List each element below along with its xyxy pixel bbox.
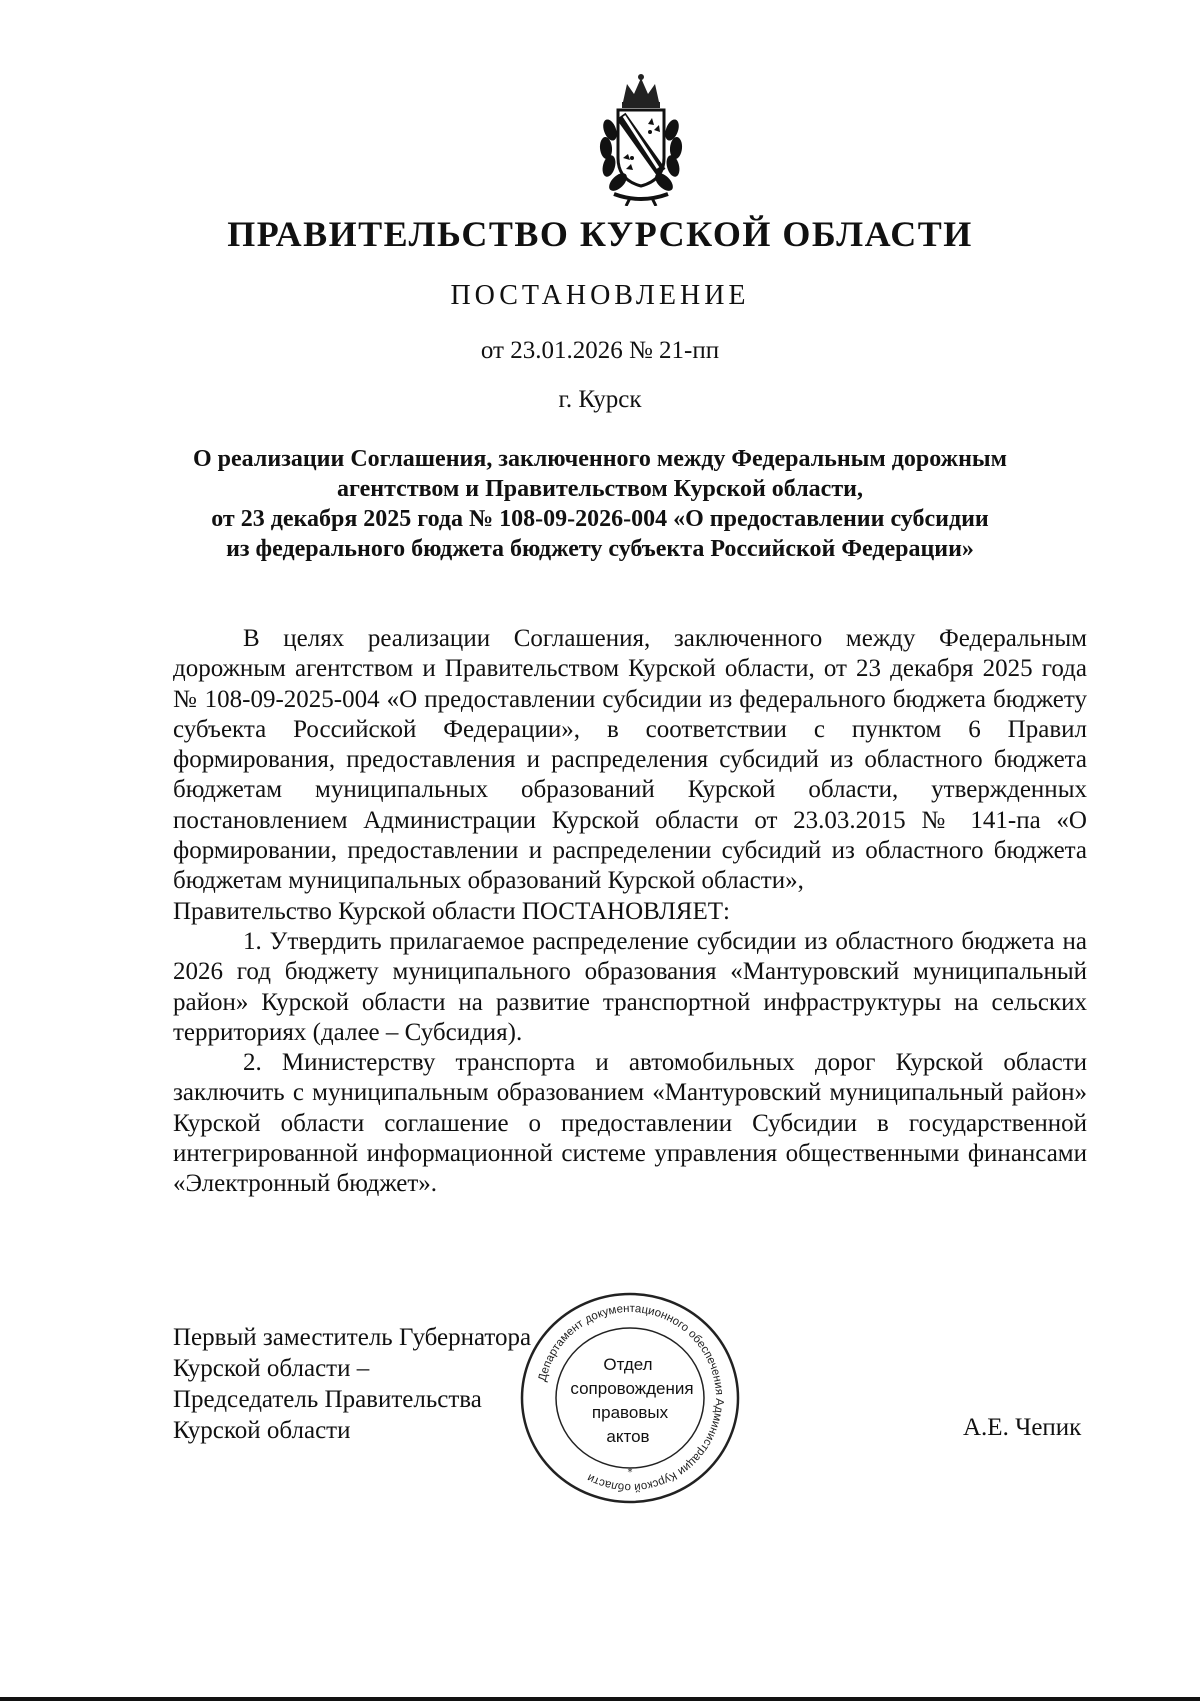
subject-line: агентством и Правительством Курской области, bbox=[337, 476, 863, 502]
stamp-center-line: актов bbox=[606, 1427, 650, 1446]
subject-line: от 23 декабря 2025 года № 108-09-2026-004 «О предоставлении субсидии bbox=[211, 506, 989, 532]
document-number: от 23.01.2026 № 21-пп bbox=[480, 337, 720, 364]
document-subject bbox=[150, 444, 1050, 564]
stamp-center-line: Отдел bbox=[603, 1355, 653, 1374]
stamp-star-icon: * bbox=[627, 1467, 633, 1478]
document-city: г. Курск bbox=[558, 386, 642, 413]
official-stamp bbox=[518, 1290, 742, 1506]
stamp-center-line: правовых bbox=[591, 1403, 669, 1422]
signatory-name: А.Е. Чепик bbox=[963, 1414, 1082, 1441]
body-paragraph-item-2: 2. Министерству транспорта и автомобильных дорог Курской области заключить с муниципальным образованием «Мантуровский муниципальный район» Курской области соглашение о предоставлении Субсидии в государственной интегрированной информационной системе управления общественными финансами «Электронный бюджет». bbox=[173, 1049, 1087, 1198]
body-paragraph-resolves: Правительство Курской области ПОСТАНОВЛЯЕТ: bbox=[173, 897, 730, 925]
signatory-position-line: Председатель Правительства bbox=[173, 1386, 482, 1413]
kursk-coat-of-arms-icon bbox=[574, 72, 708, 206]
organization-title: ПРАВИТЕЛЬСТВО КУРСКОЙ ОБЛАСТИ bbox=[227, 214, 973, 254]
signatory-position-line: Первый заместитель Губернатора bbox=[173, 1324, 532, 1351]
signatory-position bbox=[173, 1322, 531, 1446]
body-paragraph-preamble: В целях реализации Соглашения, заключенного между Федеральным дорожным агентством и Правительством Курской области, от 23 декабря 2025 года № 108-09-2025-004 «О предоставлении субсидии из федерального бюджета бюджету субъекта Российской Федерации», в соответствии с пунктом 6 Правил формирования, предоставления и распределения субсидий из областного бюджета бюджетам муниципальных образований Курской области, утвержденных постановлением Администрации Курской области от 23.03.2015 № 141-па «О формировании, предоставлении и распределении субсидий из областного бюджета бюджетам муниципальных образований Курской области», bbox=[173, 625, 1087, 895]
subject-line: О реализации Соглашения, заключенного между Федеральным дорожным bbox=[193, 446, 1007, 472]
subject-line: из федерального бюджета бюджету субъекта Российской Федерации» bbox=[226, 536, 974, 562]
page-bottom-border bbox=[0, 1697, 1200, 1701]
document-type: ПОСТАНОВЛЕНИЕ bbox=[450, 280, 750, 311]
stamp-ring-text: Департамент документационного обеспечения Администрации Курской области bbox=[536, 1302, 726, 1494]
signatory-position-line: Курской области – bbox=[173, 1355, 370, 1382]
body-paragraph-item-1: 1. Утвердить прилагаемое распределение субсидии из областного бюджета на 2026 год бюджету муниципального образования «Мантуровский муниципальный район» Курской области на развитие транспортной инфраструктуры на сельских территориях (далее – Субсидия). bbox=[173, 927, 1087, 1046]
signatory-position-line: Курской области bbox=[173, 1417, 351, 1444]
document-body bbox=[173, 624, 1087, 1200]
stamp-center-line: сопровождения bbox=[570, 1379, 694, 1398]
